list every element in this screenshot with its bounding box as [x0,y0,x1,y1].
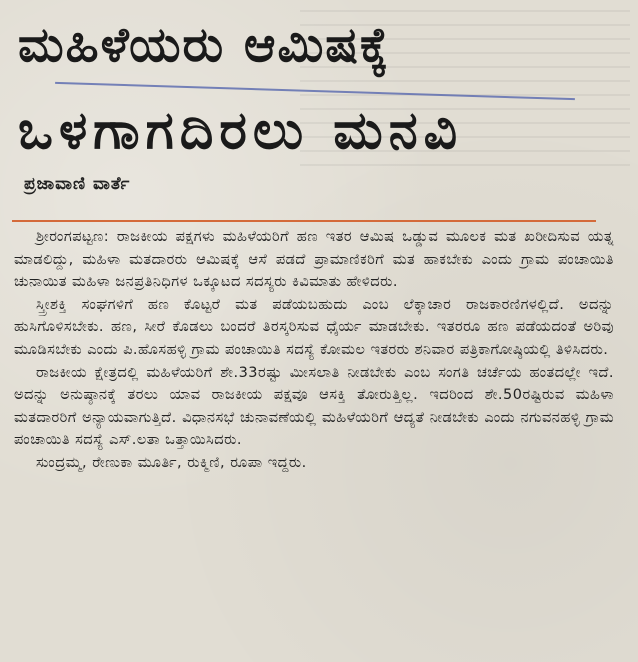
article-paragraph: ಶ್ರೀರಂಗಪಟ್ಟಣ: ರಾಜಕೀಯ ಪಕ್ಷಗಳು ಮಹಿಳೆಯರಿಗೆ ಹಣ ಇತರ ಆಮಿಷ ಒಡ್ಡುವ ಮೂಲಕ ಮತ ಖರೀದಿಸುವ ಯತ್ನ ಮಾಡಲಿದ್ದು, ಮಹಿಳಾ ಮತದಾರರು ಆಮಿಷಕ್ಕೆ ಆಸೆ ಪಡದೆ ಪ್ರಾಮಾಣಿಕರಿಗೆ ಮತ ಹಾಕಬೇಕು ಎಂದು ಗ್ರಾಮ ಪಂಚಾಯಿತಿ ಚುನಾಯಿತ ಮಹಿಳಾ ಜನಪ್ರತಿನಿಧಿಗಳ ಒಕ್ಕೂಟದ ಸದಸ್ಯರು ಕಿವಿಮಾತು ಹೇಳಿದರು. [14,229,614,291]
headline-line-1: ಮಹಿಳೆಯರು ಆಮಿಷಕ್ಕೆ [18,17,391,73]
article-paragraph: ರಾಜಕೀಯ ಕ್ಷೇತ್ರದಲ್ಲಿ ಮಹಿಳೆಯರಿಗೆ ಶೇ.33ರಷ್ಟು ಮೀಸಲಾತಿ ನೀಡಬೇಕು ಎಂಬ ಸಂಗತಿ ಚರ್ಚೆಯ ಹಂತದಲ್ಲೇ ಇದೆ. ಅದನ್ನು ಅನುಷ್ಠಾನಕ್ಕೆ ತರಲು ಯಾವ ರಾಜಕೀಯ ಪಕ್ಷವೂ ಆಸಕ್ತಿ ತೋರುತ್ತಿಲ್ಲ. ಇದರಿಂದ ಶೇ.50ರಷ್ಟಿರುವ ಮಹಿಳಾ ಮತದಾರರಿಗೆ ಅನ್ಯಾಯವಾಗುತ್ತಿದೆ. ವಿಧಾನಸಭೆ ಚುನಾವಣೆಯಲ್ಲಿ ಮಹಿಳೆಯರಿಗೆ ಆದ್ಯತೆ ನೀಡಬೇಕು ಎಂದು ನಗುವನಹಳ್ಳಿ ಗ್ರಾಮ ಪಂಚಾಯಿತಿ ಸದಸ್ಯೆ ಎಸ್.ಲತಾ ಒತ್ತಾಯಿಸಿದರು. [14,364,614,449]
byline: ಪ್ರಜಾವಾಣಿ ವಾರ್ತೆ [24,174,131,194]
article-body [14,226,614,475]
article-paragraph: ಸ್ತ್ರೀಶಕ್ತಿ ಸಂಘಗಳಿಗೆ ಹಣ ಕೊಟ್ಟರೆ ಮತ ಪಡೆಯಬಹುದು ಎಂಬ ಲೆಕ್ಕಾಚಾರ ರಾಜಕಾರಣಿಗಳಲ್ಲಿದೆ. ಅದನ್ನು ಹುಸಿಗೊಳಿಸಬೇಕು. ಹಣ, ಸೀರೆ ಕೊಡಲು ಬಂದರೆ ತಿರಸ್ಕರಿಸುವ ಧೈರ್ಯ ಮಾಡಬೇಕು. ಇತರರೂ ಹಣ ಪಡೆಯದಂತೆ ಅರಿವು ಮೂಡಿಸಬೇಕು ಎಂದು ಪಿ.ಹೊಸಹಳ್ಳಿ ಗ್ರಾಮ ಪಂಚಾಯಿತಿ ಸದಸ್ಯೆ ಕೋಮಲ ಇತರರು ಶನಿವಾರ ಪತ್ರಿಕಾಗೋಷ್ಠಿಯಲ್ಲಿ ತಿಳಿಸಿದರು. [14,296,614,358]
headline-line-2: ಒಳಗಾಗದಿರಲು ಮನವಿ [18,101,464,161]
byline-divider [12,220,596,222]
article-paragraph: ಸುಂದ್ರಮ್ಮ, ರೇಣುಕಾ ಮೂರ್ತಿ, ರುಕ್ಮಿಣಿ, ರೂಪಾ ಇದ್ದರು. [36,454,307,471]
